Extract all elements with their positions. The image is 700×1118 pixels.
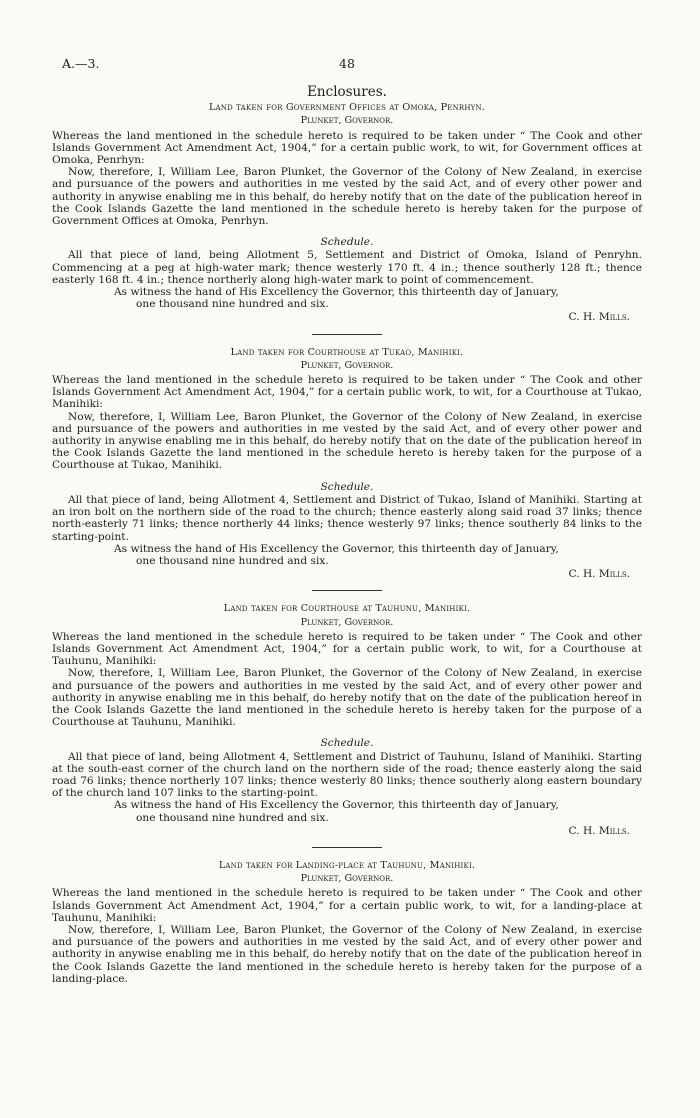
section-heading: Land taken for Courthouse at Tukao, Manihiki. (230, 346, 464, 358)
whereas-paragraph: Whereas the land mentioned in the schedule hereto is required to be taken under “ The Cook and other Islands Government Act Amendment Act, 1904,” for a certain public work, to wit, for a Courthouse at Tukao, Manihiki: (52, 374, 642, 411)
schedule-label: Schedule. (320, 236, 374, 249)
section-divider (312, 590, 382, 591)
section-heading: Land taken for Courthouse at Tauhunu, Manihiki. (223, 603, 471, 615)
witness-date-line: one thousand nine hundred and six. (136, 811, 329, 824)
whereas-paragraph: Whereas the land mentioned in the schedule hereto is required to be taken under “ The Cook and other Islands Government Act Amendment Act, 1904,” for a certain public work, to wit, for Government offices at Omoka, Penrhyn: (52, 129, 642, 167)
section-heading: Land taken for Government Offices at Omoka, Penrhyn. (208, 102, 486, 114)
document-reference: A.—3. (62, 56, 100, 71)
witness-date-line: one thousand nine hundred and six. (136, 554, 329, 567)
notice-paragraph: Now, therefore, I, William Lee, Baron Plunket, the Governor of the Colony of New Zealand, in exercise and pursuance of the powers and authorities in me vested by the said Act, and of every other power and authority in anywise enabling me in this behalf, do hereby notify that on the date of the publication hereof in the Cook Islands Gazette the land mentioned in the schedule hereto is hereby taken for the purpose of a landing-place. (52, 923, 642, 985)
page-number: 48 (339, 56, 355, 71)
signature: C. H. Mills. (568, 568, 630, 581)
witness-line: As witness the hand of His Excellency the Governor, this thirteenth day of January, (114, 542, 559, 555)
schedule-text: All that piece of land, being Allotment 4, Settlement and District of Tukao, Island of Manihiki. Starting at an iron bolt on the northern side of the road to the church; thence easterly along said road 37 links; thence north-easterly 71 links; thence northerly 44 links; thence westerly 97 links; thence southerly 84 links to the starting-point. (52, 493, 642, 543)
section-heading: Land taken for Landing-place at Tauhunu, Manihiki. (218, 859, 476, 871)
witness-line: As witness the hand of His Excellency the Governor, this thirteenth day of January, (114, 799, 559, 812)
schedule-label: Schedule. (320, 480, 374, 493)
governor-line: Plunket, Governor. (300, 873, 394, 885)
page-content (52, 86, 642, 985)
notice-paragraph: Now, therefore, I, William Lee, Baron Plunket, the Governor of the Colony of New Zealand, in exercise and pursuance of the powers and authorities in me vested by the said Act, and of every other power and authority in anywise enabling me in this behalf, do hereby notify that on the date of the publication hereof in the Cook Islands Gazette the land mentioned in the schedule hereto is hereby taken for the purpose of a Courthouse at Tukao, Manihiki. (52, 410, 642, 472)
whereas-paragraph: Whereas the land mentioned in the schedule hereto is required to be taken under “ The Cook and other Islands Government Act Amendment Act, 1904,” for a certain public work, to wit, for a landing-place at Tauhunu, Manihiki: (52, 887, 642, 924)
schedule-text: All that piece of land, being Allotment 4, Settlement and District of Tauhunu, Island of Manihiki. Starting at the south-east corner of the church land on the northern side of the road; thence easterly along the said road 76 links; thence northerly 107 links; thence westerly 80 links; thence southerly along eastern boundary of the church land 107 links to the starting-point. (52, 750, 642, 800)
signature: C. H. Mills. (568, 824, 630, 837)
governor-line: Plunket, Governor. (300, 359, 394, 371)
witness-date-line: one thousand nine hundred and six. (136, 298, 329, 311)
signature: C. H. Mills. (568, 311, 630, 324)
enclosure-section (52, 102, 642, 323)
whereas-paragraph: Whereas the land mentioned in the schedule hereto is required to be taken under “ The Cook and other Islands Government Act Amendment Act, 1904,” for a certain public work, to wit, for a Courthouse at Tauhunu, Manihiki: (52, 630, 642, 668)
schedule-label: Schedule. (320, 737, 374, 750)
notice-paragraph: Now, therefore, I, William Lee, Baron Plunket, the Governor of the Colony of New Zealand, in exercise and pursuance of the powers and authorities in me vested by the said Act, and of every other power and authority in anywise enabling me in this behalf, do hereby notify that on the date of the publication hereof in the Cook Islands Gazette the land mentioned in the schedule hereto is hereby taken for the purpose of Government Offices at Omoka, Penrhyn. (52, 166, 642, 228)
witness-line: As witness the hand of His Excellency the Governor, this thirteenth day of January, (114, 286, 559, 299)
schedule-text: All that piece of land, being Allotment 5, Settlement and District of Omoka, Island of Penryhn. Commencing at a peg at high-water mark; thence westerly 170 ft. 4 in.; thence southerly 128 ft.; thence easterly 168 ft. 4 in.; thence northerly along high-water mark to point of commencement. (52, 249, 642, 286)
notice-paragraph: Now, therefore, I, William Lee, Baron Plunket, the Governor of the Colony of New Zealand, in exercise and pursuance of the powers and authorities in me vested by the said Act, and of every other power and authority in anywise enabling me in this behalf, do hereby notify that on the date of the publication hereof in the Cook Islands Gazette the land mentioned in the schedule hereto is hereby taken for the purpose of a Courthouse at Tauhunu, Manihiki. (52, 667, 642, 729)
section-divider (312, 847, 382, 848)
enclosure-section (52, 347, 642, 581)
enclosure-section (52, 860, 642, 985)
section-divider (312, 334, 382, 335)
enclosure-section (52, 603, 642, 837)
governor-line: Plunket, Governor. (300, 616, 394, 628)
governor-line: Plunket, Governor. (300, 115, 394, 127)
page-title: Enclosures. (307, 84, 387, 100)
page-header (52, 56, 642, 72)
